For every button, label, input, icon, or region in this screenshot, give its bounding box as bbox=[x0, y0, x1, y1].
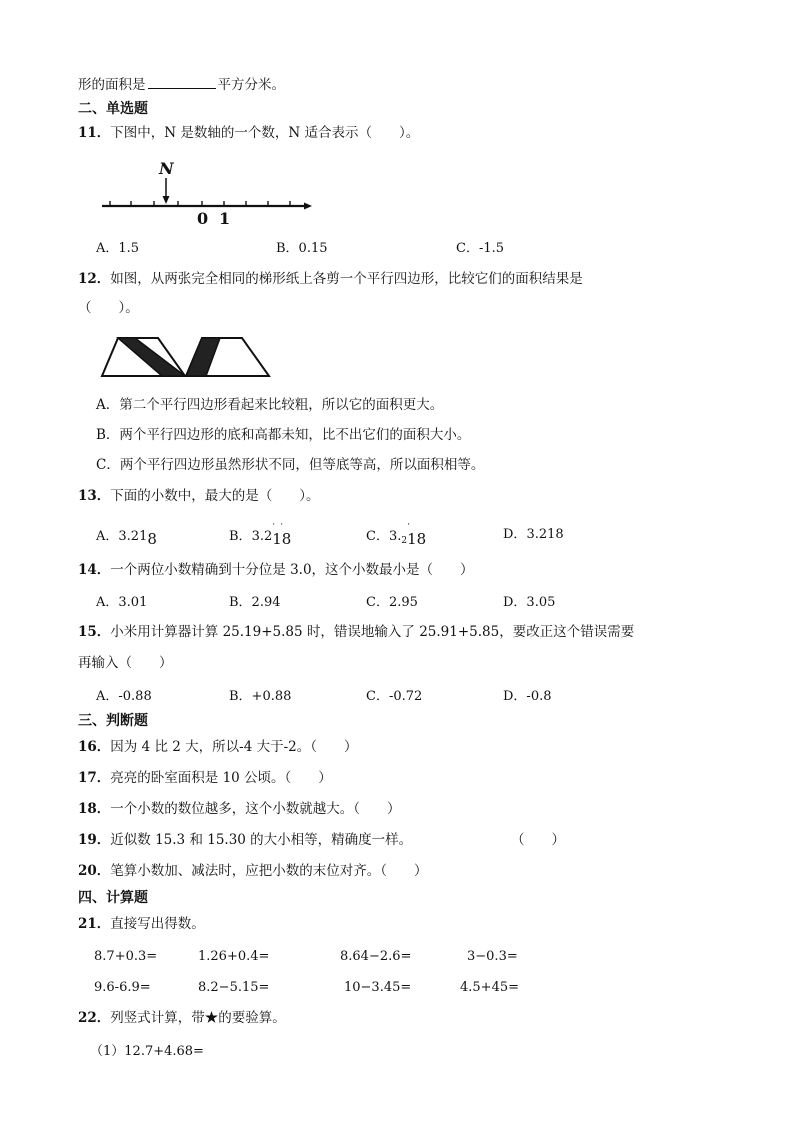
calc-item: 10−3.45= bbox=[344, 980, 412, 995]
question-11 bbox=[78, 127, 419, 141]
calc-item: 8.2−5.15= bbox=[198, 980, 270, 995]
question-19 bbox=[78, 834, 412, 848]
question-text: 下面的小数中，最大的是（ ）。 bbox=[110, 488, 320, 504]
question-number: 14． bbox=[78, 562, 111, 578]
q11-option-b[interactable]: B．0.15 bbox=[276, 241, 328, 256]
question-number: 22． bbox=[78, 1010, 111, 1026]
one-label: 1 bbox=[219, 209, 231, 228]
intro-after: 平方分米。 bbox=[217, 77, 285, 93]
q14-option-d[interactable]: D．3.05 bbox=[503, 595, 556, 610]
q11-option-c[interactable]: C．-1.5 bbox=[456, 241, 505, 256]
section-title-single-choice: 二、单选题 bbox=[78, 101, 148, 117]
q12-option-b[interactable]: B．两个平行四边形的底和高都未知，比不出它们的面积大小。 bbox=[96, 427, 471, 443]
calc-item: 1.26+0.4= bbox=[198, 949, 270, 964]
intro-line bbox=[78, 76, 285, 93]
question-13 bbox=[78, 490, 320, 504]
question-18 bbox=[78, 803, 401, 817]
q15-option-a[interactable]: A．-0.88 bbox=[96, 689, 152, 704]
question-number: 21． bbox=[78, 916, 111, 932]
calc-item: 3−0.3= bbox=[467, 949, 518, 964]
trapezoid-figure bbox=[100, 335, 280, 380]
question-12-line2: （ ）。 bbox=[78, 300, 139, 316]
question-number: 18． bbox=[78, 801, 111, 817]
question-text: 一个两位小数精确到十分位是 3.0，这个小数最小是（ ） bbox=[110, 562, 474, 578]
q14-option-a[interactable]: A．3.01 bbox=[96, 595, 148, 610]
question-17 bbox=[78, 772, 332, 786]
q15-option-b[interactable]: B．+0.88 bbox=[229, 689, 292, 704]
q15-option-d[interactable]: D．-0.8 bbox=[503, 689, 552, 704]
question-20 bbox=[78, 865, 428, 879]
question-number: 12． bbox=[78, 271, 111, 287]
question-15 bbox=[78, 626, 634, 640]
intro-before: 形的面积是 bbox=[78, 77, 146, 93]
question-text: 亮亮的卧室面积是 10 公顷。（ ） bbox=[110, 770, 332, 786]
calc-item: 8.64−2.6= bbox=[340, 949, 412, 964]
q15-option-c[interactable]: C．-0.72 bbox=[366, 689, 423, 704]
question-21 bbox=[78, 918, 205, 932]
question-text: 下图中，N 是数轴的一个数，N 适合表示（ ）。 bbox=[110, 125, 420, 141]
question-number: 20． bbox=[78, 863, 111, 879]
calc-item: 8.7+0.3= bbox=[94, 949, 158, 964]
question-number: 19． bbox=[78, 832, 111, 848]
question-text: 笔算小数加、减法时，应把小数的末位对齐。（ ） bbox=[110, 863, 428, 879]
question-number: 16． bbox=[78, 739, 111, 755]
question-text: 列竖式计算，带★的要验算。 bbox=[110, 1010, 286, 1026]
question-16 bbox=[78, 741, 357, 755]
calc-item: 4.5+45= bbox=[460, 980, 520, 995]
q14-option-b[interactable]: B．2.94 bbox=[229, 595, 281, 610]
question-text: 如图，从两张完全相同的梯形纸上各剪一个平行四边形，比较它们的面积结果是 bbox=[110, 271, 583, 287]
q13-option-d[interactable]: D．3.218 bbox=[503, 527, 564, 542]
question-15-line2: 再输入（ ） bbox=[78, 655, 173, 671]
question-14 bbox=[78, 564, 474, 578]
q11-option-a[interactable]: A．1.5 bbox=[96, 241, 140, 256]
question-number: 15． bbox=[78, 624, 111, 640]
n-label: N bbox=[159, 159, 174, 178]
trapezoid-right bbox=[186, 338, 269, 376]
zero-label: 0 bbox=[197, 209, 209, 228]
question-number: 17． bbox=[78, 770, 111, 786]
question-12 bbox=[78, 273, 583, 287]
trapezoid-left bbox=[102, 338, 185, 376]
section-title-judgement: 三、判断题 bbox=[78, 713, 148, 729]
question-number: 13． bbox=[78, 488, 111, 504]
q22-item-1: （1）12.7+4.68= bbox=[90, 1044, 204, 1059]
question-number: 11． bbox=[78, 125, 111, 141]
q13-option-b[interactable]: B．3.2 · · 18 bbox=[229, 520, 292, 548]
question-text: 因为 4 比 2 大，所以-4 大于-2。（ ） bbox=[110, 739, 358, 755]
q13-option-a[interactable]: A．3.218 bbox=[96, 529, 157, 548]
number-line-arrow bbox=[304, 203, 312, 210]
answer-blank[interactable] bbox=[148, 76, 216, 89]
question-text: 小米用计算器计算 25.19+5.85 时，错误地输入了 25.91+5.85，要改正这个错误需要 bbox=[110, 624, 635, 640]
question-text: 直接写出得数。 bbox=[110, 916, 205, 932]
q12-option-c[interactable]: C．两个平行四边形虽然形状不同，但等底等高，所以面积相等。 bbox=[96, 457, 485, 473]
q14-option-c[interactable]: C．2.95 bbox=[366, 595, 418, 610]
section-title-calculation: 四、计算题 bbox=[78, 890, 148, 906]
number-line-figure bbox=[98, 158, 318, 228]
question-22 bbox=[78, 1012, 286, 1026]
question-19-paren[interactable]: （ ） bbox=[511, 832, 565, 848]
n-pointer-head bbox=[163, 196, 170, 204]
question-text: 近似数 15.3 和 15.30 的大小相等，精确度一样。 bbox=[110, 832, 413, 848]
calc-item: 9.6-6.9= bbox=[94, 980, 151, 995]
q13-option-c[interactable]: C．$3._2$ · 18 bbox=[366, 520, 427, 548]
q12-option-a[interactable]: A．第二个平行四边形看起来比较粗，所以它的面积更大。 bbox=[96, 397, 444, 413]
question-text: 一个小数的数位越多，这个小数就越大。（ ） bbox=[110, 801, 401, 817]
